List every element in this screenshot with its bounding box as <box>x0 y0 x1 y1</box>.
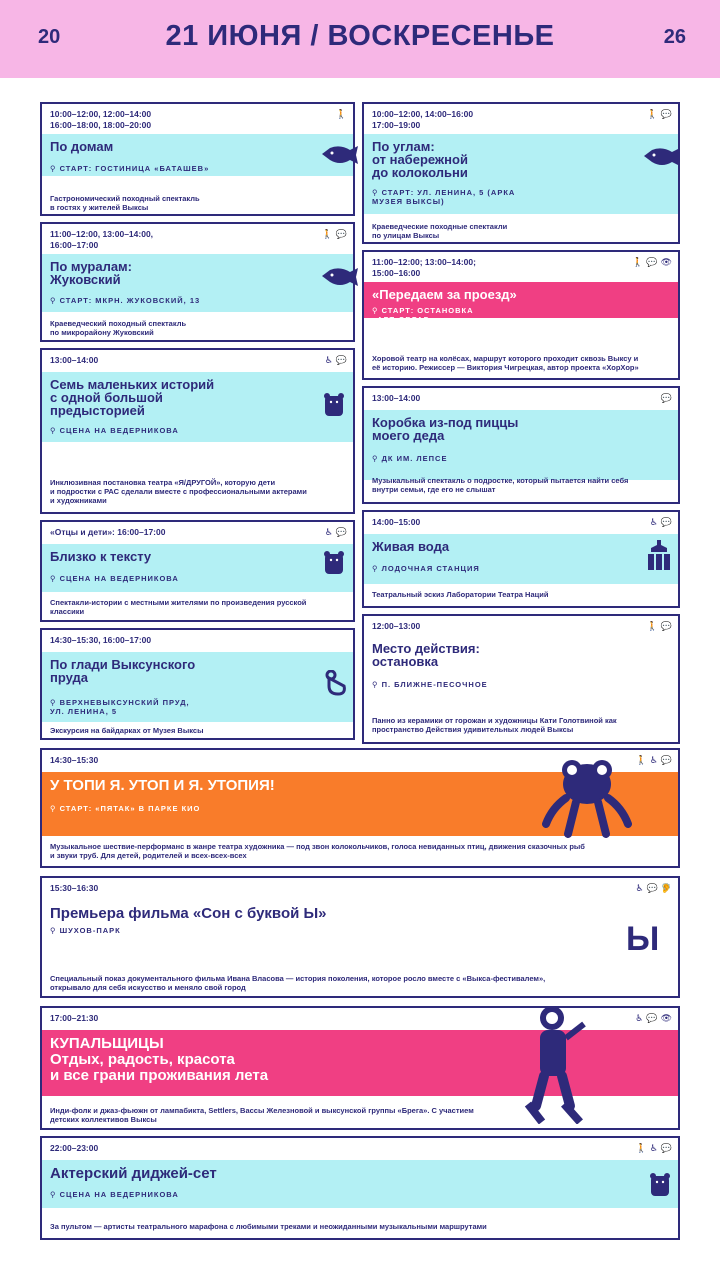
accessibility-icon: 👁 <box>660 257 672 267</box>
event-location: ⚲ СТАРТ: ОСТАНОВКА «АРТ-ОВРАГ» <box>372 306 474 324</box>
accessibility-icons <box>635 883 672 893</box>
bear-icon <box>648 1172 672 1203</box>
accessibility-icon: ♿ <box>635 1013 644 1023</box>
accessibility-icon: 🚶 <box>632 257 644 267</box>
event-card[interactable] <box>362 250 680 380</box>
accessibility-icon: ♿ <box>649 1143 658 1153</box>
event-highlight <box>364 134 678 214</box>
accessibility-icon: 💬 <box>335 229 347 239</box>
accessibility-icon: ♿ <box>324 527 333 537</box>
accessibility-icon: 🚶 <box>646 109 658 119</box>
event-time: «Отцы и дети»: 16:00–17:00 <box>50 527 166 537</box>
diver-icon <box>522 1004 592 1129</box>
accessibility-icon: 💬 <box>335 355 347 365</box>
event-location: ⚲ СТАРТ: МКРН. ЖУКОВСКИЙ, 13 <box>50 296 201 305</box>
event-location: ⚲ П. БЛИЖНЕ-ПЕСОЧНОЕ <box>372 680 488 689</box>
accessibility-icon: ♿ <box>324 355 333 365</box>
accessibility-icon: 🦻 <box>660 883 672 893</box>
event-description: Экскурсия на байдарках от Музея Выксы <box>50 726 204 735</box>
event-time: 22:00–23:00 <box>50 1143 99 1153</box>
fish-icon <box>320 142 360 173</box>
event-card[interactable] <box>362 510 680 608</box>
accessibility-icon: 💬 <box>660 1143 672 1153</box>
event-time: 10:00–12:00, 12:00–14:00 16:00–18:00, 18:00–20:00 <box>50 109 152 130</box>
accessibility-icon: 🚶 <box>335 109 347 119</box>
event-name: По глади Выксунского пруда <box>50 657 196 685</box>
accessibility-icons <box>325 527 347 537</box>
event-highlight <box>42 652 353 722</box>
event-description: Специальный показ документального фильма Ивана Власова — история поколения, которое росло вместе с «Выкса-фестивалем», открывало для себя искусство и меняло свой город <box>50 974 546 992</box>
event-name: Живая вода <box>372 539 450 554</box>
event-name: По муралам: Жуковский <box>50 259 133 287</box>
accessibility-icon: 🚶 <box>321 229 333 239</box>
event-time: 10:00–12:00, 14:00–16:00 17:00–19:00 <box>372 109 474 130</box>
event-name: По углам: от набережной до колокольни <box>372 139 468 180</box>
prev-day-button[interactable]: 20 <box>38 26 61 48</box>
bear-icon <box>322 550 346 581</box>
event-time: 11:00–12:00, 13:00–14:00, 16:00–17:00 <box>50 229 154 250</box>
event-card[interactable] <box>40 628 355 740</box>
event-description: Панно из керамики от горожан и художницы Кати Голотвиной как пространство Действия удивительных людей Выксы <box>372 716 617 734</box>
event-name: Семь маленьких историй с одной большой предысторией <box>50 377 215 418</box>
event-highlight <box>42 134 353 176</box>
event-name: Место действия: остановка <box>372 641 480 669</box>
accessibility-icons <box>661 393 672 403</box>
event-location: ⚲ СЦЕНА НА ВЕДЕРНИКОВА <box>50 1190 179 1199</box>
next-day-button[interactable]: 26 <box>663 26 686 48</box>
letter-y-icon: Ы <box>626 920 660 958</box>
tower-icon <box>646 540 672 575</box>
accessibility-icon: ♿ <box>649 755 658 765</box>
event-name: КУПАЛЬЩИЦЫ Отдых, радость, красота и все грани проживания лета <box>50 1035 269 1084</box>
event-card[interactable] <box>362 386 680 504</box>
accessibility-icon: 💬 <box>660 755 672 765</box>
event-description: Инклюзивная постановка театра «Я/ДРУГОЙ», которую дети и подростки с РАС сделали вместе с профессиональными актерами и художниками <box>50 478 307 505</box>
event-time: 12:00–13:00 <box>372 621 421 631</box>
event-name: «Передаем за проезд» <box>372 287 517 302</box>
event-time: 17:00–21:30 <box>50 1013 99 1023</box>
accessibility-icon: 🚶 <box>646 621 658 631</box>
accessibility-icons <box>635 755 672 765</box>
event-description: Хоровой театр на колёсах, маршрут которого проходит сквозь Выксу и её историю. Режиссер — Виктория Чигрецкая, автор проекта «ХорХор» <box>372 354 639 372</box>
accessibility-icon: 💬 <box>335 527 347 537</box>
event-location: ⚲ СТАРТ: ГОСТИНИЦА «БАТАШЕВ» <box>50 164 210 173</box>
event-location: ⚲ ВЕРХНЕВЫКСУНСКИЙ ПРУД, УЛ. ЛЕНИНА, 5 <box>50 698 190 716</box>
accessibility-icon: 🚶 <box>635 1143 647 1153</box>
event-location: ⚲ СЦЕНА НА ВЕДЕРНИКОВА <box>50 426 179 435</box>
event-location: ⚲ ШУХОВ-ПАРК <box>50 926 121 935</box>
accessibility-icons <box>647 621 672 631</box>
accessibility-icon: 💬 <box>660 621 672 631</box>
event-time: 13:00–14:00 <box>50 355 99 365</box>
event-highlight <box>42 254 353 312</box>
event-card[interactable] <box>40 222 355 342</box>
accessibility-icons <box>632 257 672 267</box>
accessibility-icons <box>322 229 347 239</box>
event-description: Музыкальный спектакль о подростке, который пытается найти себя внутри семьи, где его не слышат <box>372 476 629 494</box>
accessibility-icon: 💬 <box>646 1013 658 1023</box>
duck-icon <box>324 670 346 701</box>
event-description: Гастрономический походный спектакль в гостях у жителей Выксы <box>50 194 200 212</box>
event-card[interactable] <box>40 748 680 868</box>
accessibility-icon: 💬 <box>660 517 672 527</box>
accessibility-icons <box>325 355 347 365</box>
event-location: ⚲ ЛОДОЧНАЯ СТАНЦИЯ <box>372 564 480 573</box>
event-description: Краеведческие походные спектакли по улицам Выксы <box>372 222 508 240</box>
accessibility-icons <box>336 109 347 119</box>
bear-icon <box>322 392 346 423</box>
fish-icon <box>320 264 360 295</box>
accessibility-icons <box>650 517 672 527</box>
event-highlight <box>364 534 678 584</box>
fish-icon <box>642 144 682 175</box>
accessibility-icons <box>647 109 672 119</box>
event-time: 14:00–15:00 <box>372 517 421 527</box>
event-name: По домам <box>50 139 114 154</box>
accessibility-icons <box>635 1143 672 1153</box>
event-description: Инди-фолк и джаз-фьюжн от лампабикта, Settlers, Вассы Железновой и выксунской группы «Брега». С участием детских коллективов Выксы <box>50 1106 474 1124</box>
accessibility-icons <box>635 1013 672 1023</box>
event-location: ⚲ СТАРТ: «ПЯТАК» В ПАРКЕ КИО <box>50 804 201 813</box>
accessibility-icon: 💬 <box>646 257 658 267</box>
event-card[interactable] <box>40 520 355 622</box>
accessibility-icon: 👁 <box>660 1013 672 1023</box>
event-highlight <box>42 1160 678 1208</box>
event-time: 13:00–14:00 <box>372 393 421 403</box>
event-card[interactable] <box>40 102 355 216</box>
frog-icon <box>542 758 632 843</box>
event-name: Коробка из-под пиццы моего деда <box>372 415 519 443</box>
event-card[interactable] <box>40 348 355 514</box>
event-name: У ТОПИ Я. УТОП И Я. УТОПИЯ! <box>50 777 275 794</box>
accessibility-icon: ♿ <box>635 883 644 893</box>
event-location: ⚲ СЦЕНА НА ВЕДЕРНИКОВА <box>50 574 179 583</box>
event-location: ⚲ СТАРТ: УЛ. ЛЕНИНА, 5 (АРКА МУЗЕЯ ВЫКСЫ) <box>372 188 516 206</box>
page-title: 21 ИЮНЯ / ВОСКРЕСЕНЬЕ <box>165 20 555 52</box>
event-time: 11:00–12:00; 13:00–14:00; 15:00–16:00 <box>372 257 476 278</box>
event-time: 14:30–15:30 <box>50 755 99 765</box>
event-card[interactable] <box>40 876 680 998</box>
accessibility-icon: 💬 <box>660 393 672 403</box>
accessibility-icon: ♿ <box>649 517 658 527</box>
event-name: Близко к тексту <box>50 549 152 564</box>
event-highlight <box>364 410 678 480</box>
event-description: Музыкальное шествие-перформанс в жанре театра художника — под звон колокольчиков, голоса невиданных птиц, движения сказочных рыб и звуки труб. Для детей, родителей и всех-всех-всех <box>50 842 585 860</box>
event-time: 14:30–15:30, 16:00–17:00 <box>50 635 152 645</box>
accessibility-icon: 💬 <box>646 883 658 893</box>
event-highlight <box>364 282 678 324</box>
day-header <box>0 0 720 78</box>
event-card[interactable] <box>40 1006 680 1130</box>
event-description: Театральный эскиз Лаборатории Театра Наций <box>372 590 549 599</box>
event-time: 15:30–16:30 <box>50 883 99 893</box>
event-card[interactable] <box>362 614 680 744</box>
event-highlight <box>42 372 353 442</box>
event-name: Премьера фильма «Сон с буквой Ы» <box>50 905 327 922</box>
event-description: За пультом — артисты театрального марафона с любимыми треками и неожиданными музыкальными маршрутами <box>50 1222 487 1231</box>
accessibility-icon: 🚶 <box>635 755 647 765</box>
event-card[interactable] <box>362 102 680 244</box>
event-description: Краеведческий походный спектакль по микрорайону Жуковский <box>50 319 187 337</box>
event-card[interactable] <box>40 1136 680 1240</box>
event-location: ⚲ ДК ИМ. ЛЕПСЕ <box>372 454 448 463</box>
event-highlight <box>42 544 353 592</box>
event-description: Спектакли-истории с местными жителями по произведения русской классики <box>50 598 307 616</box>
accessibility-icon: 💬 <box>660 109 672 119</box>
event-name: Актерский диджей-сет <box>50 1165 217 1182</box>
